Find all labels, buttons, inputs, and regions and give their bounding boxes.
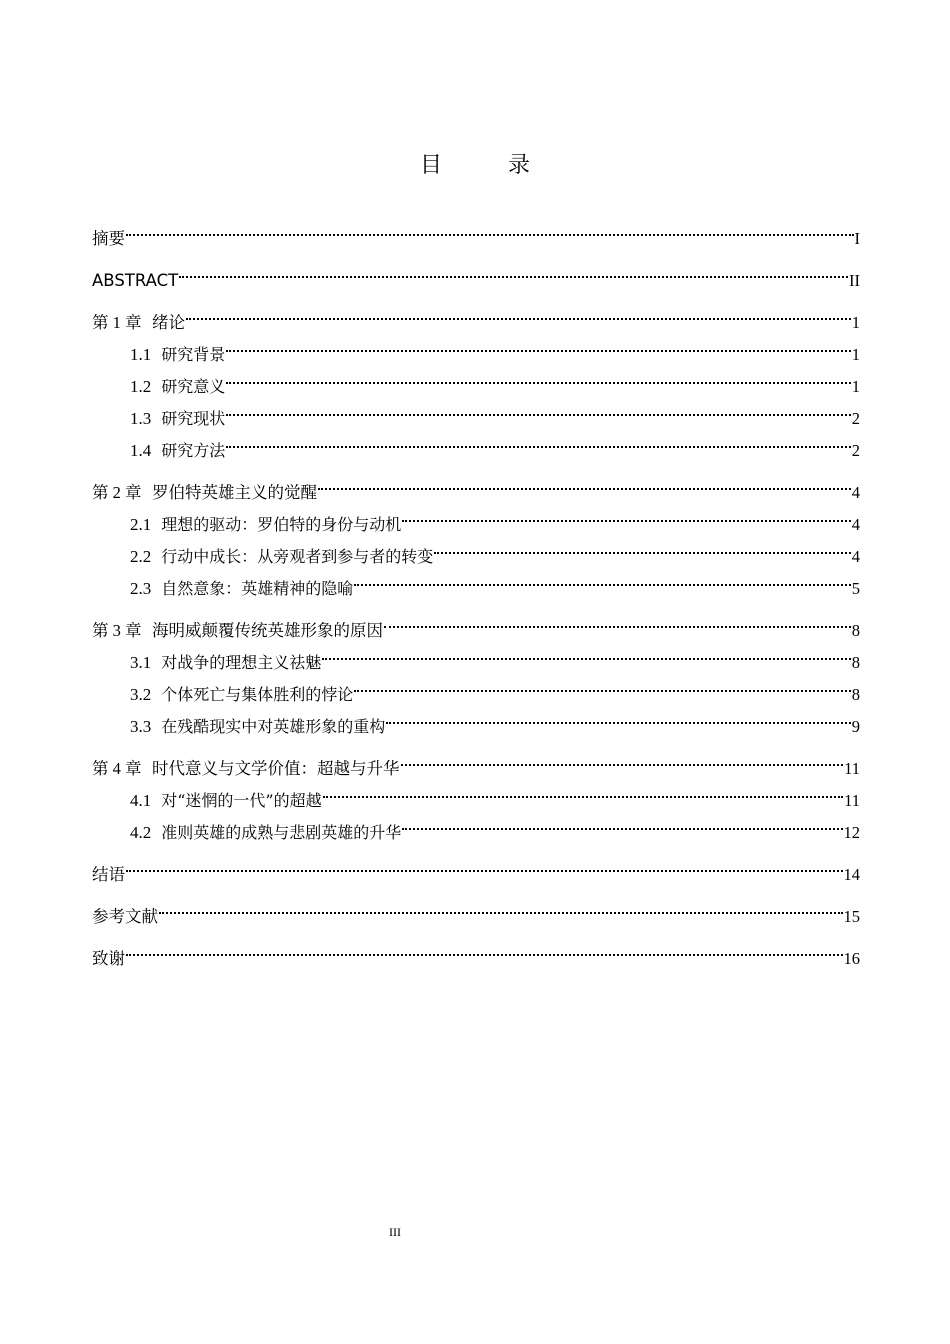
toc-entry-label: 绪论	[152, 313, 185, 332]
toc-entry-page-number: 11	[844, 791, 860, 810]
toc-dot-leader	[322, 636, 850, 668]
toc-spacer	[92, 244, 860, 254]
toc-entry-page-number: 1	[851, 345, 860, 364]
toc-dot-leader	[186, 296, 851, 328]
toc-spacer	[92, 880, 860, 890]
toc-entry-page-number: 8	[851, 653, 860, 672]
toc-entry-label: 参考文献	[92, 907, 158, 926]
toc-entry-label: 研究背景	[161, 345, 226, 364]
toc-entry-label: 理想的驱动：罗伯特的身份与动机	[161, 515, 402, 534]
toc-entry-page-number: 2	[851, 409, 860, 428]
toc-dot-leader	[226, 328, 850, 360]
toc-chapter-entry[interactable]	[92, 932, 860, 968]
toc-chapter-entry[interactable]	[92, 890, 860, 926]
toc-number-spacer	[142, 477, 153, 509]
toc-entry-page-number: 12	[843, 823, 860, 842]
toc-dot-leader	[126, 932, 843, 964]
toc-entry-number: 2.3	[130, 579, 152, 598]
toc-entry-page-number: 2	[851, 441, 860, 460]
toc-dot-leader	[159, 890, 843, 922]
toc-dot-leader	[179, 254, 848, 286]
toc-entry-page-number: 4	[851, 515, 860, 534]
toc-entry-label: 海明威颠覆传统英雄形象的原因	[152, 621, 383, 640]
toc-entry-number: 4.2	[130, 823, 152, 842]
page-footer-number: III	[389, 1225, 401, 1239]
toc-entry-number: 1.2	[130, 377, 152, 396]
toc-entry-page-number: II	[849, 271, 860, 290]
toc-entry-number: 3.3	[130, 717, 152, 736]
toc-dot-leader	[401, 742, 844, 774]
toc-chapter-entry[interactable]	[92, 742, 860, 778]
toc-entry-number: 2.1	[130, 515, 152, 534]
toc-dot-leader	[126, 848, 843, 880]
toc-entry-page-number: 15	[843, 907, 860, 926]
toc-spacer	[92, 286, 860, 296]
toc-dot-leader	[226, 424, 850, 456]
toc-entry-number: 第 1 章	[92, 313, 142, 332]
toc-entry-page-number: 4	[851, 483, 860, 502]
toc-entry-number: 1.4	[130, 441, 152, 460]
toc-entry-page-number: 11	[844, 759, 860, 778]
toc-chapter-entry[interactable]	[92, 212, 860, 248]
toc-entry-number: 2.2	[130, 547, 152, 566]
toc-chapter-entry[interactable]	[92, 848, 860, 884]
toc-dot-leader	[323, 774, 843, 806]
toc-entry-label: 自然意象：英雄精神的隐喻	[161, 579, 354, 598]
toc-entry-label: 在残酷现实中对英雄形象的重构	[161, 717, 386, 736]
toc-entry-page-number: 9	[851, 717, 860, 736]
toc-number-spacer	[142, 615, 153, 647]
toc-dot-leader	[384, 604, 851, 636]
toc-entry-page-number: 16	[843, 949, 860, 968]
toc-entry-page-number: I	[854, 229, 860, 248]
toc-entry-page-number: 4	[851, 547, 860, 566]
table-of-contents	[92, 212, 860, 968]
toc-entry-number: 3.1	[130, 653, 152, 672]
toc-entry-label: 个体死亡与集体胜利的悖论	[161, 685, 354, 704]
toc-dot-leader	[434, 530, 850, 562]
toc-entry-page-number: 14	[843, 865, 860, 884]
toc-entry-label: 研究现状	[161, 409, 226, 428]
toc-chapter-entry[interactable]	[92, 296, 860, 332]
toc-entry-label: 结语	[92, 865, 125, 884]
toc-entry-page-number: 5	[851, 579, 860, 598]
toc-entry-label: 对战争的理想主义祛魅	[161, 653, 322, 672]
toc-entry-number: 1.1	[130, 345, 152, 364]
toc-entry-page-number: 1	[851, 377, 860, 396]
toc-spacer	[92, 922, 860, 932]
toc-dot-leader	[226, 392, 850, 424]
toc-entry-label: 准则英雄的成熟与悲剧英雄的升华	[161, 823, 402, 842]
toc-entry-label: 致谢	[92, 949, 125, 968]
toc-entry-number: 3.2	[130, 685, 152, 704]
toc-entry-number: 第 4 章	[92, 759, 142, 778]
toc-entry-label: 对“迷惘的一代”的超越	[161, 791, 322, 810]
toc-dot-leader	[318, 466, 851, 498]
toc-entry-label: 时代意义与文学价值：超越与升华	[152, 759, 400, 778]
toc-number-spacer	[142, 753, 153, 785]
toc-dot-leader	[226, 360, 850, 392]
toc-dot-leader	[126, 212, 854, 244]
toc-entry-number: 1.3	[130, 409, 152, 428]
toc-entry-page-number: 8	[851, 621, 860, 640]
toc-dot-leader	[402, 806, 842, 838]
toc-entry-page-number: 8	[851, 685, 860, 704]
toc-title: 目 录	[419, 153, 552, 178]
toc-chapter-entry[interactable]	[92, 604, 860, 640]
toc-entry-label: 研究意义	[161, 377, 226, 396]
toc-entry-label: 研究方法	[161, 441, 226, 460]
toc-entry-number: 第 2 章	[92, 483, 142, 502]
toc-dot-leader	[386, 700, 850, 732]
toc-entry-number: 4.1	[130, 791, 152, 810]
toc-section-entry[interactable]	[92, 328, 860, 364]
toc-dot-leader	[354, 668, 850, 700]
toc-entry-label: 罗伯特英雄主义的觉醒	[152, 483, 317, 502]
toc-number-spacer	[142, 307, 153, 339]
toc-dot-leader	[354, 562, 850, 594]
toc-entry-label: 行动中成长：从旁观者到参与者的转变	[161, 547, 434, 566]
toc-chapter-entry[interactable]	[92, 254, 860, 290]
toc-entry-label: 摘要	[92, 229, 125, 248]
toc-entry-label: ABSTRACT	[92, 271, 179, 290]
toc-entry-page-number: 1	[851, 313, 860, 332]
toc-entry-number: 第 3 章	[92, 621, 142, 640]
toc-chapter-entry[interactable]	[92, 466, 860, 502]
toc-dot-leader	[402, 498, 850, 530]
